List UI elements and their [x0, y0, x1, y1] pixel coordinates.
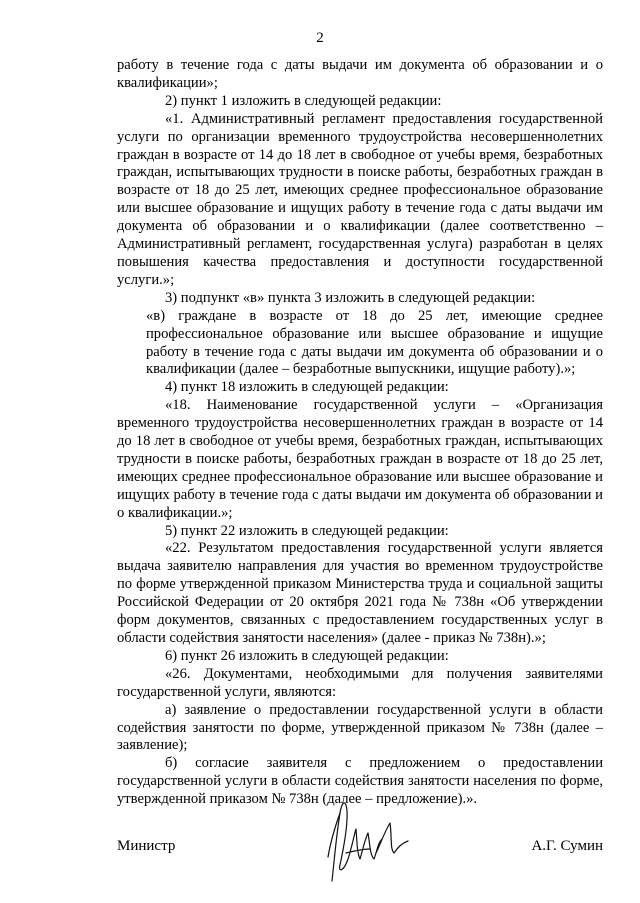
handwritten-signature [310, 793, 415, 888]
signatory-title: Министр [117, 838, 176, 854]
paragraph-item-6: 6) пункт 26 изложить в следующей редакции: [165, 647, 449, 664]
paragraph-item-4: 4) пункт 18 изложить в следующей редакции: [165, 379, 449, 396]
paragraph-quote-v: «в) граждане в возрасте от 18 до 25 лет, имеющие среднее профессиональное образование или высшее образование и ищущие работу в течение года с даты выдачи им документа об образовании и о квалификации (далее – безработные выпускники, ищущие работу).»; [146, 307, 603, 378]
paragraph-quote-22: «22. Результатом предоставления государственной услуги является выдача заявителю направления для участия во временном трудоустройстве по форме утвержденной приказом Министерства труда и социальной защиты Российской Федерации от 20 октября 2021 года № 738н «Об утверждении форм документов, связанных с предоставлением государственных услуг в области содействия занятости населения» (далее - приказ № 738н).»; [117, 540, 603, 646]
paragraph-item-5: 5) пункт 22 изложить в следующей редакции: [165, 522, 449, 539]
document-body [117, 57, 603, 809]
page-number: 2 [316, 30, 324, 46]
signatory-name: А.Г. Сумин [531, 838, 603, 854]
paragraph-item-2: 2) пункт 1 изложить в следующей редакции: [165, 92, 442, 109]
paragraph-subitem-a: а) заявление о предоставлении государственной услуги в области содействия занятости по форме, утвержденной приказом № 738н (далее – заявление); [117, 701, 603, 754]
paragraph-quote-26: «26. Документами, необходимыми для получения заявителями государственной услуги, являются: [117, 665, 603, 700]
paragraph-quote-18: «18. Наименование государственной услуги – «Организация временного трудоустройства несовершеннолетних граждан в возрасте от 14 до 18 лет в свободное от учебы время, безработных граждан, испытывающих трудности в поиске работы, безработных граждан в возрасте от 18 до 25 лет, имеющих среднее профессиональное образование или высшее образование и ищущих работу в течение года с даты выдачи им документа об образовании и о квалификации.»; [117, 397, 603, 521]
paragraph-subitem-b: б) согласие заявителя с предложением о предоставлении государственной услуги в области содействия занятости населения по форме, утвержденной приказом № 738н (далее – предложение).». [117, 755, 603, 808]
paragraph-quote-1: «1. Административный регламент предоставления государственной услуги по организации временного трудоустройства несовершеннолетних граждан в возрасте от 14 до 18 лет в свободное от учебы время, безработных граждан, испытывающих трудности в поиске работы, безработных граждан в возрасте от 18 до 25 лет, имеющих среднее профессиональное образование или высшее образование и ищущих работу в течение года с даты выдачи им документа об образовании и о квалификации (далее соответственно – Административный регламент, государственная услуга) разработан в целях повышения качества предоставления и доступности государственной услуги.»; [117, 110, 603, 288]
indented-block [117, 308, 603, 380]
paragraph-continuation: работу в течение года с даты выдачи им документа об образовании и о квалификации»; [117, 57, 603, 91]
paragraph-item-3: 3) подпункт «в» пункта 3 изложить в следующей редакции: [165, 289, 536, 306]
